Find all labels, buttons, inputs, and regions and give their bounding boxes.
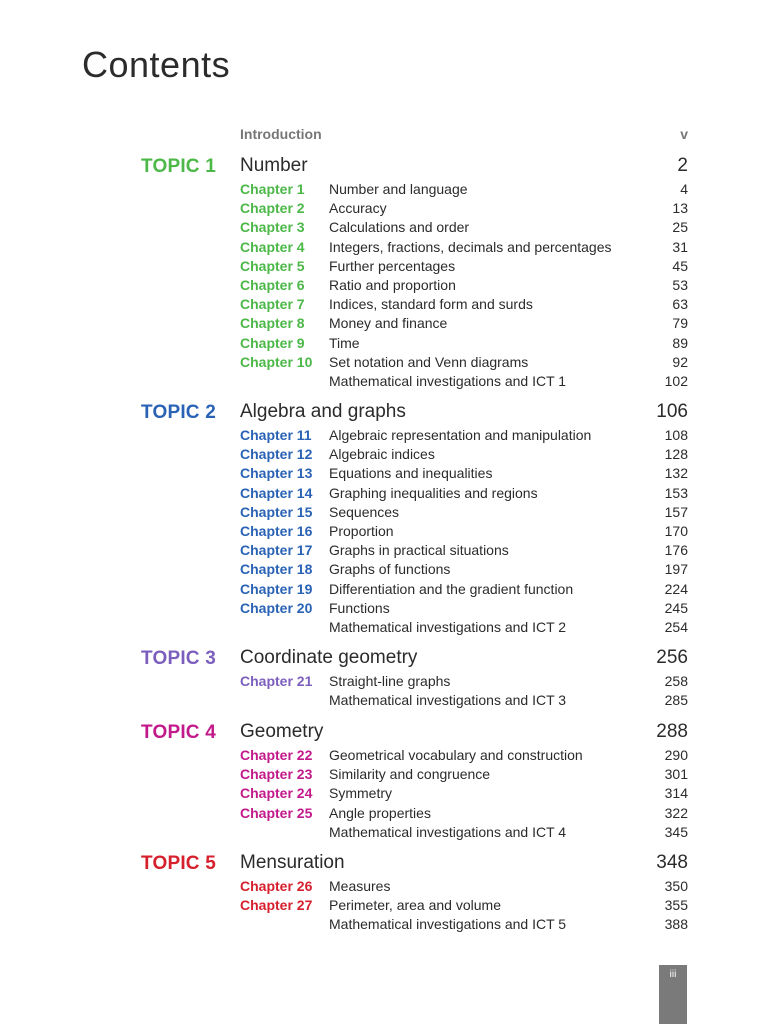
chapter-row[interactable] xyxy=(0,199,768,218)
chapter-row[interactable] xyxy=(0,522,768,541)
chapter-row[interactable] xyxy=(0,877,768,896)
chapter-label: Chapter 10 xyxy=(240,353,313,370)
chapter-row[interactable] xyxy=(0,746,768,765)
chapter-page: 258 xyxy=(664,673,688,689)
chapter-row[interactable] xyxy=(0,784,768,803)
chapter-row[interactable] xyxy=(0,484,768,503)
chapter-label: Chapter 13 xyxy=(240,465,313,482)
chapter-title: Sequences xyxy=(329,503,400,520)
chapter-label: Chapter 22 xyxy=(240,747,313,763)
topic-title: Geometry xyxy=(240,721,324,742)
chapter-title: Accuracy xyxy=(329,200,387,217)
topic-title: Number xyxy=(240,155,308,176)
chapter-label: Chapter 11 xyxy=(240,427,312,443)
chapter-page: 31 xyxy=(672,238,688,255)
chapter-title: Mathematical investigations and ICT 3 xyxy=(329,692,567,709)
page-number-tab: iii xyxy=(659,965,687,1024)
topic-page: 106 xyxy=(656,401,688,422)
chapter-page: 128 xyxy=(664,446,688,463)
chapter-label: Chapter 6 xyxy=(240,276,305,293)
chapter-page: 388 xyxy=(664,916,688,933)
investigation-row[interactable] xyxy=(0,618,768,637)
chapter-row[interactable] xyxy=(0,334,768,353)
chapter-title: Measures xyxy=(329,878,391,894)
chapter-label: Chapter 2 xyxy=(240,200,305,217)
topic-heading[interactable] xyxy=(0,648,768,672)
topic-title: Coordinate geometry xyxy=(240,647,418,668)
chapter-label: Chapter 24 xyxy=(240,785,313,802)
chapter-page: 108 xyxy=(664,427,688,443)
topic-page: 348 xyxy=(656,852,688,873)
chapter-label: Chapter 1 xyxy=(240,181,305,197)
chapter-page: 290 xyxy=(664,747,688,763)
chapter-page: 4 xyxy=(680,181,688,197)
topic-title: Mensuration xyxy=(240,852,345,873)
chapter-title: Time xyxy=(329,334,360,351)
chapter-row[interactable] xyxy=(0,765,768,784)
topic-label: TOPIC 2 xyxy=(141,402,216,423)
investigation-row[interactable] xyxy=(0,691,768,710)
chapter-label: Chapter 14 xyxy=(240,484,313,501)
topic-title: Algebra and graphs xyxy=(240,401,406,422)
chapter-title: Proportion xyxy=(329,522,394,539)
chapter-title: Mathematical investigations and ICT 4 xyxy=(329,823,567,840)
chapter-page: 355 xyxy=(664,897,688,914)
chapter-row[interactable] xyxy=(0,276,768,295)
chapter-row[interactable] xyxy=(0,896,768,915)
chapter-page: 132 xyxy=(664,465,688,482)
chapter-title: Straight-line graphs xyxy=(329,673,451,689)
chapter-label: Chapter 20 xyxy=(240,599,313,616)
chapter-row[interactable] xyxy=(0,580,768,599)
topic-1-section xyxy=(0,156,768,391)
chapter-row[interactable] xyxy=(0,238,768,257)
chapter-page: 285 xyxy=(664,692,688,709)
investigation-row[interactable] xyxy=(0,372,768,391)
chapter-row[interactable] xyxy=(0,672,768,691)
chapter-page: 176 xyxy=(664,542,688,559)
topic-label: TOPIC 4 xyxy=(141,722,216,743)
chapter-row[interactable] xyxy=(0,560,768,579)
topic-2-section xyxy=(0,402,768,637)
investigation-row[interactable] xyxy=(0,823,768,842)
topic-page: 288 xyxy=(656,721,688,742)
chapter-title: Algebraic indices xyxy=(329,446,435,463)
topic-label: TOPIC 5 xyxy=(141,853,216,874)
chapter-page: 254 xyxy=(664,618,688,635)
chapter-title: Mathematical investigations and ICT 1 xyxy=(329,372,567,389)
chapter-page: 45 xyxy=(672,257,688,274)
chapter-title: Mathematical investigations and ICT 5 xyxy=(329,916,567,933)
chapter-label: Chapter 16 xyxy=(240,522,313,539)
topic-heading[interactable] xyxy=(0,402,768,426)
topic-label: TOPIC 1 xyxy=(141,156,216,177)
topic-page: 256 xyxy=(656,647,688,668)
topic-3-section xyxy=(0,648,768,710)
chapter-page: 157 xyxy=(664,503,688,520)
chapter-title: Perimeter, area and volume xyxy=(329,897,501,914)
chapter-title: Functions xyxy=(329,599,390,616)
chapter-title: Number and language xyxy=(329,181,468,197)
chapter-page: 314 xyxy=(664,785,688,802)
chapter-page: 322 xyxy=(664,804,688,821)
investigation-row[interactable] xyxy=(0,915,768,934)
chapter-page: 301 xyxy=(664,766,688,783)
chapter-label: Chapter 12 xyxy=(240,446,313,463)
chapter-label: Chapter 25 xyxy=(240,804,313,821)
chapter-page: 63 xyxy=(672,296,688,313)
toc-introduction[interactable] xyxy=(240,126,688,146)
chapter-title: Set notation and Venn diagrams xyxy=(329,353,529,370)
topic-heading[interactable] xyxy=(0,156,768,180)
introduction-label: Introduction xyxy=(240,126,322,142)
chapter-title: Symmetry xyxy=(329,785,392,802)
introduction-page: v xyxy=(680,126,688,142)
chapter-label: Chapter 19 xyxy=(240,580,313,597)
chapter-title: Ratio and proportion xyxy=(329,276,456,293)
chapter-page: 153 xyxy=(664,484,688,501)
chapter-title: Graphing inequalities and regions xyxy=(329,484,538,501)
chapter-title: Calculations and order xyxy=(329,219,470,236)
page-title: Contents xyxy=(82,44,231,85)
chapter-page: 92 xyxy=(672,353,688,370)
chapter-row[interactable] xyxy=(0,314,768,333)
chapter-row[interactable] xyxy=(0,445,768,464)
topic-5-section xyxy=(0,853,768,935)
chapter-label: Chapter 4 xyxy=(240,238,305,255)
chapter-label: Chapter 8 xyxy=(240,315,305,332)
chapter-row[interactable] xyxy=(0,257,768,276)
chapter-title: Integers, fractions, decimals and percentages xyxy=(329,238,612,255)
chapter-row[interactable] xyxy=(0,599,768,618)
chapter-title: Money and finance xyxy=(329,315,448,332)
chapter-page: 170 xyxy=(664,522,688,539)
chapter-title: Similarity and congruence xyxy=(329,766,491,783)
topic-label: TOPIC 3 xyxy=(141,648,216,669)
chapter-page: 25 xyxy=(672,219,688,236)
chapter-page: 197 xyxy=(664,561,688,578)
chapter-label: Chapter 9 xyxy=(240,334,305,351)
chapter-title: Graphs in practical situations xyxy=(329,542,509,559)
chapter-label: Chapter 17 xyxy=(240,542,313,559)
chapter-page: 89 xyxy=(672,334,688,351)
chapter-label: Chapter 26 xyxy=(240,878,313,894)
chapter-row[interactable] xyxy=(0,426,768,445)
chapter-row[interactable] xyxy=(0,503,768,522)
chapter-title: Graphs of functions xyxy=(329,561,451,578)
chapter-page: 79 xyxy=(672,315,688,332)
chapter-page: 350 xyxy=(664,878,688,894)
chapter-title: Further percentages xyxy=(329,257,456,274)
chapter-page: 345 xyxy=(664,823,688,840)
chapter-row[interactable] xyxy=(0,804,768,823)
chapter-page: 53 xyxy=(672,276,688,293)
topic-heading[interactable] xyxy=(0,853,768,877)
chapter-title: Mathematical investigations and ICT 2 xyxy=(329,618,567,635)
chapter-title: Geometrical vocabulary and construction xyxy=(329,747,583,763)
chapter-row[interactable] xyxy=(0,295,768,314)
chapter-row[interactable] xyxy=(0,541,768,560)
chapter-title: Differentiation and the gradient function xyxy=(329,580,574,597)
chapter-page: 224 xyxy=(664,580,688,597)
chapter-label: Chapter 27 xyxy=(240,897,313,914)
chapter-row[interactable] xyxy=(0,464,768,483)
topic-4-section xyxy=(0,722,768,842)
chapter-row[interactable] xyxy=(0,353,768,372)
chapter-title: Angle properties xyxy=(329,804,431,821)
chapter-label: Chapter 15 xyxy=(240,503,313,520)
chapter-page: 102 xyxy=(664,372,688,389)
chapter-title: Algebraic representation and manipulation xyxy=(329,427,592,443)
chapter-title: Indices, standard form and surds xyxy=(329,296,533,313)
topic-heading[interactable] xyxy=(0,722,768,746)
chapter-label: Chapter 23 xyxy=(240,766,313,783)
chapter-label: Chapter 7 xyxy=(240,296,305,313)
chapter-label: Chapter 3 xyxy=(240,219,305,236)
chapter-label: Chapter 5 xyxy=(240,257,305,274)
chapter-page: 13 xyxy=(672,200,688,217)
chapter-row[interactable] xyxy=(0,180,768,199)
chapter-label: Chapter 18 xyxy=(240,561,313,578)
chapter-label: Chapter 21 xyxy=(240,673,313,689)
topic-page: 2 xyxy=(677,155,688,176)
chapter-title: Equations and inequalities xyxy=(329,465,493,482)
chapter-page: 245 xyxy=(664,599,688,616)
chapter-row[interactable] xyxy=(0,218,768,237)
